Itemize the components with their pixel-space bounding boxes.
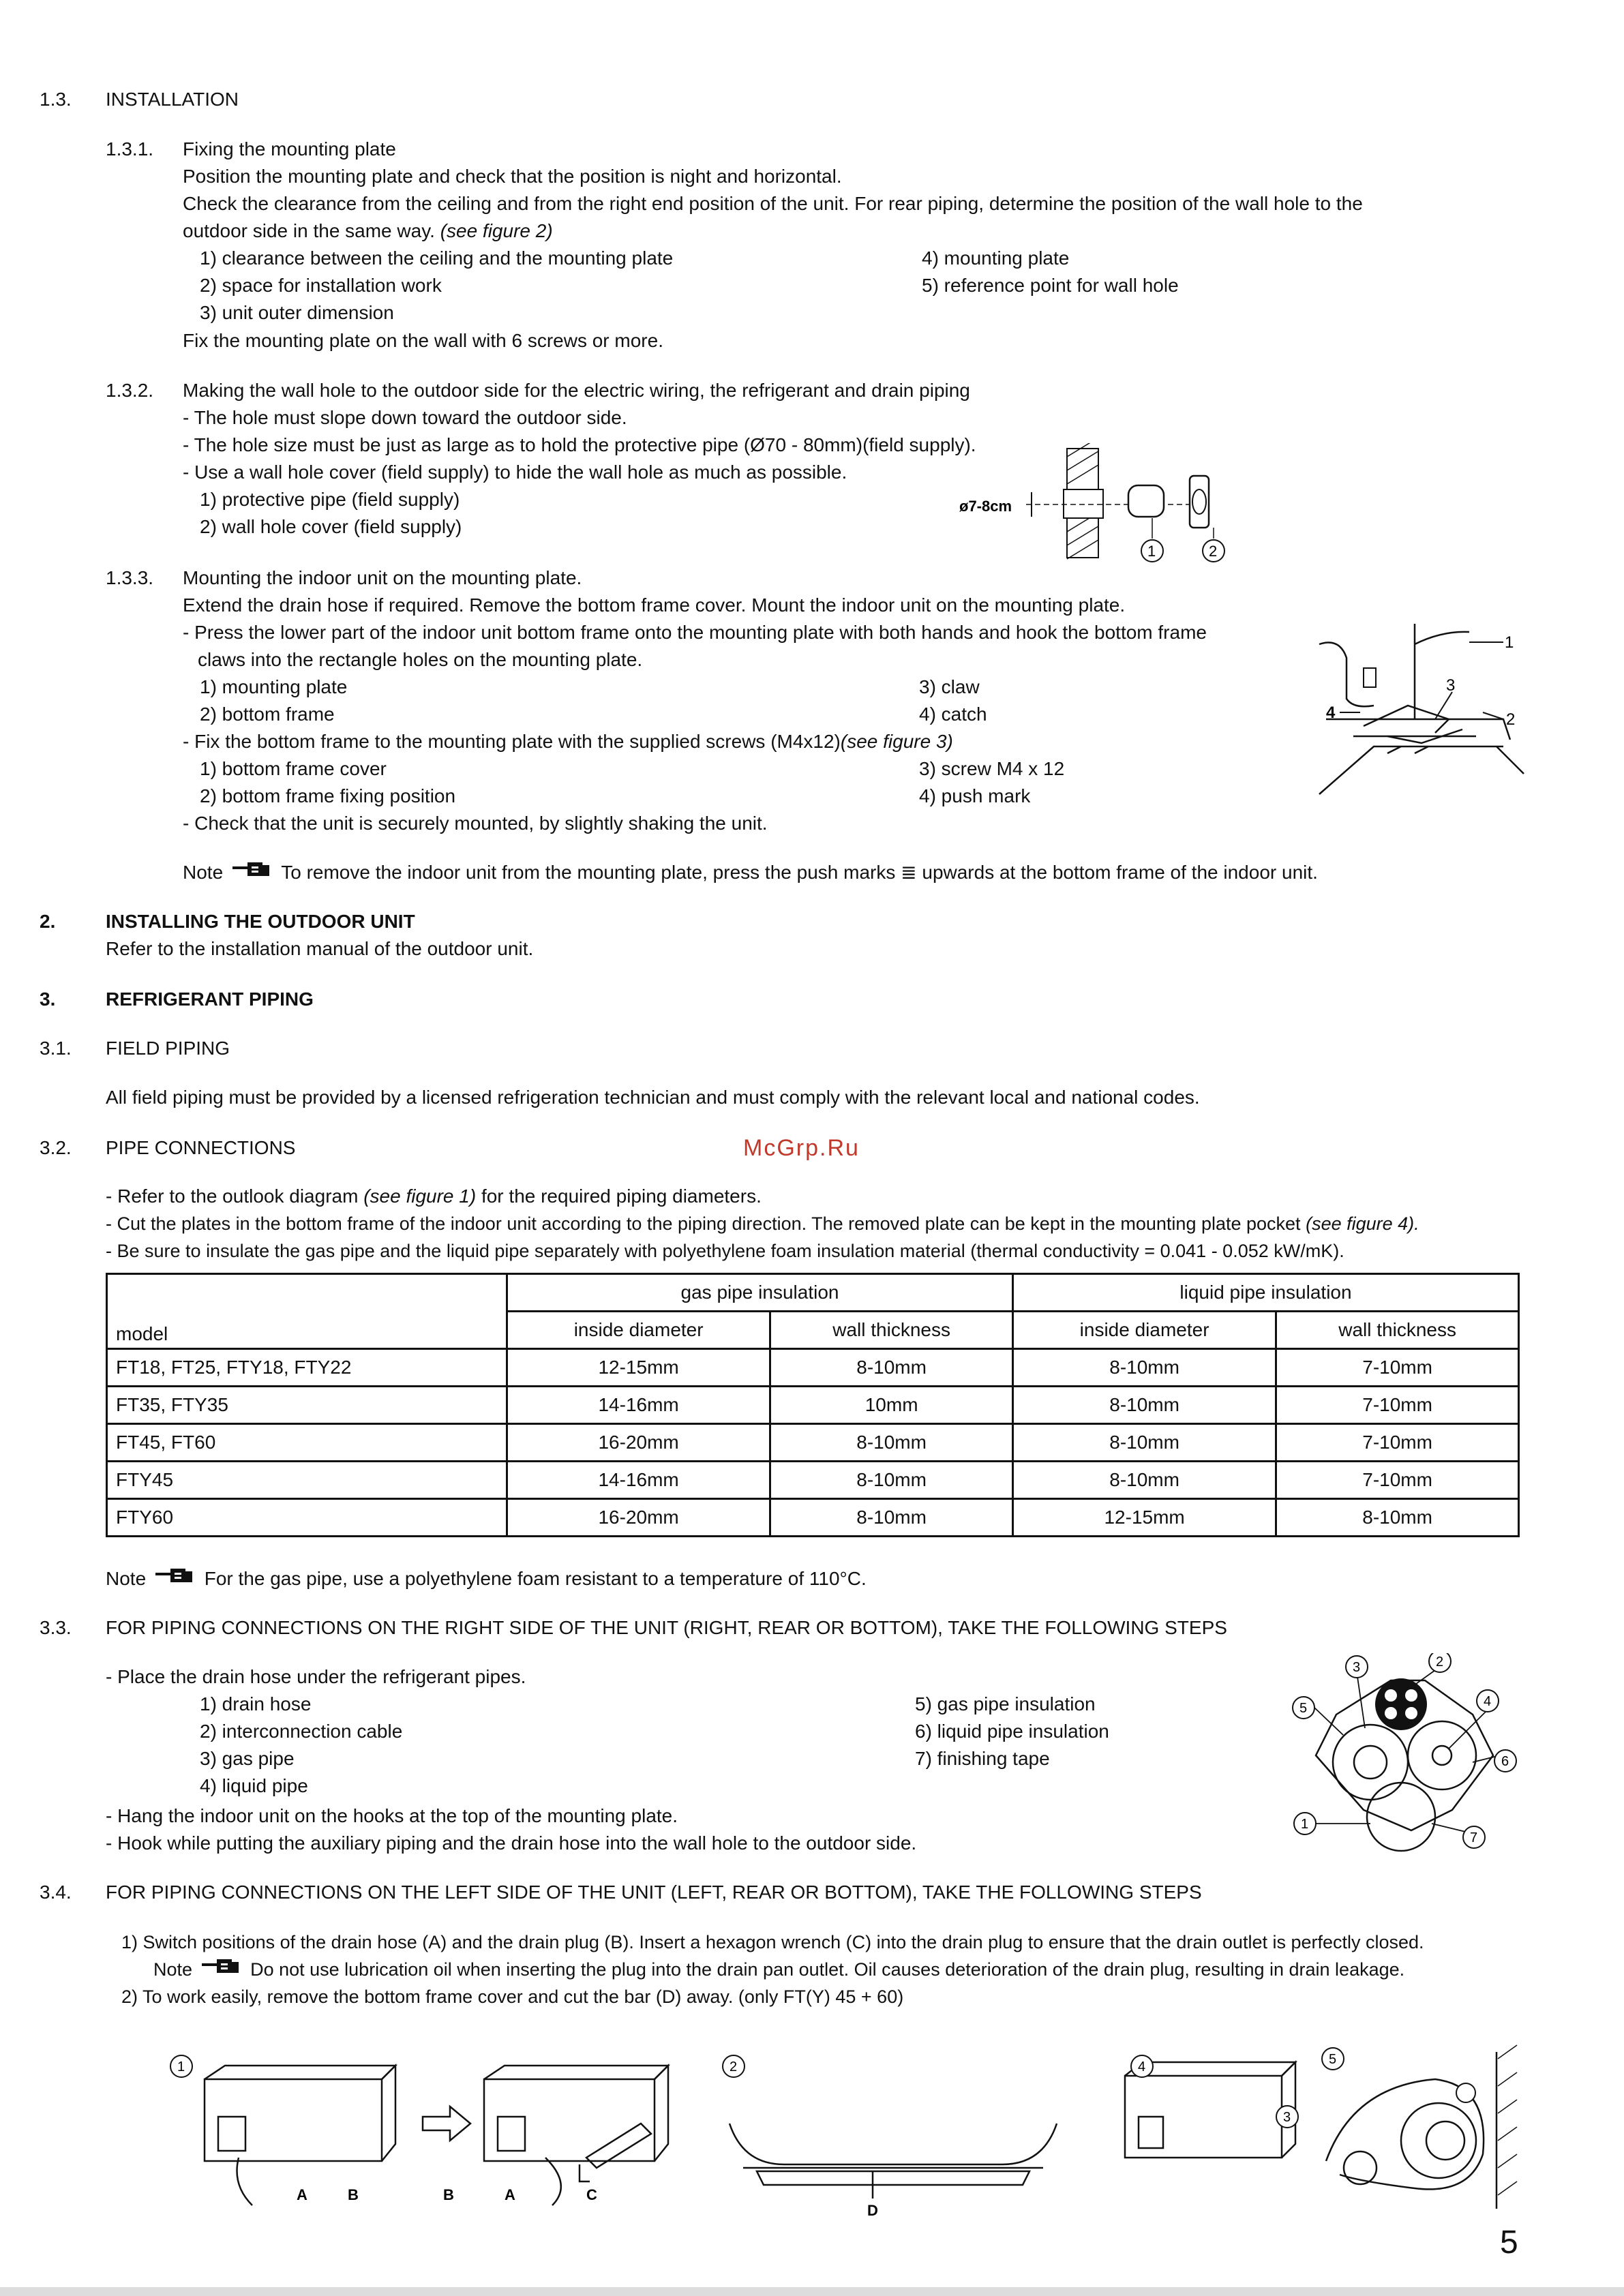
subsection-title: Fixing the mounting plate xyxy=(183,138,396,160)
callout-1: 1 xyxy=(177,2059,185,2074)
list-item: 1) drain hose xyxy=(200,1693,312,1715)
section-number: 3. xyxy=(40,988,56,1010)
bullet: - Check that the unit is securely mounted, by slightly shaking the unit. xyxy=(183,813,768,834)
callout-4: 4 xyxy=(1484,1694,1492,1709)
callout-1: 1 xyxy=(1147,543,1156,560)
paragraph: Fix the mounting plate on the wall with 6 screws or more. xyxy=(183,330,663,351)
bullet: - The hole must slope down toward the outdoor side. xyxy=(183,407,627,428)
section-number: 3.3. xyxy=(40,1617,72,1638)
list-item: 4) mounting plate xyxy=(922,247,1070,269)
note-text: Do not use lubrication oil when inserting the plug into the drain pan outlet. Oil causes deterioration of the drain plug, resulting in drain leakage. xyxy=(250,1959,1405,1980)
paragraph: Position the mounting plate and check that the position is night and horizontal. xyxy=(183,166,842,187)
paragraph: Extend the drain hose if required. Remove the bottom frame cover. Mount the indoor unit on the mounting plate. xyxy=(183,594,1126,616)
section-title: REFRIGERANT PIPING xyxy=(106,988,314,1010)
bullet: - Press the lower part of the indoor unit bottom frame onto the mounting plate with both hands and hook the bottom frame xyxy=(183,622,1207,643)
figure-reference: (see figure 2) xyxy=(440,220,553,241)
section-title: FOR PIPING CONNECTIONS ON THE RIGHT SIDE OF THE UNIT (RIGHT, REAR OR BOTTOM), TAKE THE FOLLOWING STEPS xyxy=(106,1617,1227,1638)
pointing-hand-icon xyxy=(232,860,272,888)
watermark: McGrp.Ru xyxy=(743,1135,860,1161)
pointing-hand-icon xyxy=(155,1566,195,1594)
subsection-title: Making the wall hole to the outdoor side for the electric wiring, the refrigerant and drain piping xyxy=(183,380,970,401)
list-item: 1) Switch positions of the drain hose (A) and the drain plug (B). Insert a hexagon wrench (C) into the drain plug to ensure that the drain outlet is perfectly closed. xyxy=(121,1932,1424,1952)
page-number: 5 xyxy=(1500,2224,1518,2261)
wall-hole-figure xyxy=(951,443,1251,566)
bullet: - Use a wall hole cover (field supply) to hide the wall hole as much as possible. xyxy=(183,462,847,483)
list-item: 2) bottom frame fixing position xyxy=(200,785,456,806)
label-D: D xyxy=(867,2202,878,2219)
pipe-insulation-table xyxy=(106,1273,1520,1537)
table-row: FT18, FT25, FTY18, FTY22 12-15mm 8-10mm 8-10mm 7-10mm xyxy=(107,1349,1519,1387)
callout-3: 3 xyxy=(1353,1660,1361,1675)
callout-6: 6 xyxy=(1501,1754,1509,1769)
list-item: 3) claw xyxy=(919,676,980,697)
hole-size-label: ø7-8cm xyxy=(959,498,1012,515)
subsection-number: 1.3.3. xyxy=(106,567,154,588)
label-B: B xyxy=(348,2186,359,2203)
paragraph: outdoor side in the same way. (see figure 2) xyxy=(183,220,553,241)
list-item: 2) To work easily, remove the bottom frame cover and cut the bar (D) away. (only FT(Y) 45 + 60) xyxy=(121,1987,904,2007)
list-item: 1) clearance between the ceiling and the mounting plate xyxy=(200,247,674,269)
section-number: 3.2. xyxy=(40,1137,72,1158)
column-header-wall: wall thickness xyxy=(1276,1312,1519,1349)
column-header-inside: inside diameter xyxy=(507,1312,770,1349)
section-title: INSTALLATION xyxy=(106,89,239,110)
bullet: - Hook while putting the auxiliary piping and the drain hose into the wall hole to the outdoor side. xyxy=(106,1832,917,1854)
callout-4: 4 xyxy=(1326,704,1336,722)
paragraph: Check the clearance from the ceiling and from the right end position of the unit. For rear piping, determine the position of the wall hole to the xyxy=(183,193,1363,214)
callout-3: 3 xyxy=(1446,676,1456,695)
list-item: 3) gas pipe xyxy=(200,1748,295,1769)
label-C: C xyxy=(586,2186,597,2203)
label-A: A xyxy=(297,2186,307,2203)
list-item: 1) mounting plate xyxy=(200,676,348,697)
list-item: 6) liquid pipe insulation xyxy=(915,1721,1109,1742)
table-row: FT35, FTY35 14-16mm 10mm 8-10mm 7-10mm xyxy=(107,1387,1519,1424)
list-item: 5) reference point for wall hole xyxy=(922,275,1179,296)
list-item: 2) wall hole cover (field supply) xyxy=(200,516,462,537)
section-title: INSTALLING THE OUTDOOR UNIT xyxy=(106,911,415,932)
callout-7: 7 xyxy=(1470,1830,1478,1845)
paragraph: Refer to the installation manual of the outdoor unit. xyxy=(106,938,534,959)
paragraph: All field piping must be provided by a licensed refrigeration technician and must comply with the relevant local and national codes. xyxy=(106,1087,1200,1108)
callout-3: 3 xyxy=(1283,2110,1291,2125)
bullet: - Be sure to insulate the gas pipe and the liquid pipe separately with polyethylene foam insulation material (thermal conductivity = 0.041 - 0.052 kW/mK). xyxy=(106,1241,1344,1261)
bottom-frame-figure xyxy=(1299,617,1531,815)
note xyxy=(106,1565,867,1594)
bullet: - Fix the bottom frame to the mounting plate with the supplied screws (M4x12)(see figure 3) xyxy=(183,731,953,752)
table-row: FTY60 16-20mm 8-10mm 12-15mm 8-10mm xyxy=(107,1499,1519,1537)
bullet: - Refer to the outlook diagram (see figure 1) for the required piping diameters. xyxy=(106,1185,762,1207)
column-group-gas: gas pipe insulation xyxy=(507,1274,1013,1312)
section-number: 3.4. xyxy=(40,1882,72,1903)
label-B: B xyxy=(443,2186,454,2203)
left-piping-figure xyxy=(1312,2038,1531,2222)
note-label: Note xyxy=(183,862,224,883)
callout-2: 2 xyxy=(730,2059,738,2074)
table-row: FTY45 14-16mm 8-10mm 8-10mm 7-10mm xyxy=(107,1462,1519,1499)
list-item: 4) catch xyxy=(919,704,987,725)
callout-1: 1 xyxy=(1505,633,1514,652)
list-item: 5) gas pipe insulation xyxy=(915,1693,1096,1715)
callout-2: 2 xyxy=(1209,543,1218,560)
note xyxy=(153,1956,1404,1984)
note-text: For the gas pipe, use a polyethylene foam resistant to a temperature of 110°C. xyxy=(204,1568,867,1589)
note-label: Note xyxy=(106,1568,147,1589)
callout-1: 1 xyxy=(1301,1817,1309,1832)
callout-5: 5 xyxy=(1299,1701,1308,1716)
list-item: 3) unit outer dimension xyxy=(200,302,394,323)
subsection-title: Mounting the indoor unit on the mounting plate. xyxy=(183,567,582,588)
section-number: 2. xyxy=(40,911,56,932)
callout-2: 2 xyxy=(1436,1655,1444,1670)
list-item: 2) space for installation work xyxy=(200,275,442,296)
section-title: PIPE CONNECTIONS xyxy=(106,1137,296,1158)
section-title: FIELD PIPING xyxy=(106,1038,230,1059)
list-item: 1) bottom frame cover xyxy=(200,758,387,779)
list-item: 4) liquid pipe xyxy=(200,1775,308,1796)
bottom-frame-bar-figure xyxy=(716,2049,1098,2226)
bullet: - Hang the indoor unit on the hooks at the top of the mounting plate. xyxy=(106,1805,678,1826)
bullet: - The hole size must be just as large as to hold the protective pipe (Ø70 - 80mm)(field supply). xyxy=(183,434,976,455)
note-text: To remove the indoor unit from the mounting plate, press the push marks ≣ upwards at the bottom frame of the indoor unit. xyxy=(281,862,1318,883)
subsection-number: 1.3.2. xyxy=(106,380,154,401)
scan-edge xyxy=(0,2287,1624,2296)
section-number: 1.3. xyxy=(40,89,72,110)
list-item: 2) interconnection cable xyxy=(200,1721,403,1742)
note-label: Note xyxy=(153,1959,193,1980)
figure-reference: (see figure 4). xyxy=(1306,1213,1419,1234)
bullet-cont: claws into the rectangle holes on the mounting plate. xyxy=(198,649,643,670)
pointing-hand-icon xyxy=(202,1957,241,1984)
list-item: 4) push mark xyxy=(919,785,1031,806)
column-group-liquid: liquid pipe insulation xyxy=(1012,1274,1518,1312)
list-item: 2) bottom frame xyxy=(200,704,335,725)
bullet: - Place the drain hose under the refrigerant pipes. xyxy=(106,1666,526,1687)
table-row: FT45, FT60 16-20mm 8-10mm 8-10mm 7-10mm xyxy=(107,1424,1519,1462)
note xyxy=(183,859,1318,888)
list-item: 7) finishing tape xyxy=(915,1748,1050,1769)
list-item: 3) screw M4 x 12 xyxy=(919,758,1065,779)
callout-5: 5 xyxy=(1329,2052,1337,2067)
section-title: FOR PIPING CONNECTIONS ON THE LEFT SIDE OF THE UNIT (LEFT, REAR OR BOTTOM), TAKE THE FOLLOWING STEPS xyxy=(106,1882,1202,1903)
label-A: A xyxy=(505,2186,515,2203)
plate-pocket-figure xyxy=(1111,2049,1309,2185)
column-header-inside: inside diameter xyxy=(1012,1312,1276,1349)
list-item: 1) protective pipe (field supply) xyxy=(200,489,460,510)
column-header-model: model xyxy=(107,1274,507,1349)
pipe-bundle-figure xyxy=(1289,1653,1527,1858)
figure-reference: (see figure 1) xyxy=(363,1185,477,1207)
figure-reference: (see figure 3) xyxy=(840,731,953,752)
bullet: - Cut the plates in the bottom frame of the indoor unit according to the piping direction. The removed plate can be kept in the mounting plate pocket (see figure 4). xyxy=(106,1213,1419,1234)
callout-4: 4 xyxy=(1138,2059,1146,2074)
section-number: 3.1. xyxy=(40,1038,72,1059)
column-header-wall: wall thickness xyxy=(770,1312,1013,1349)
subsection-number: 1.3.1. xyxy=(106,138,154,160)
drain-switch-figure xyxy=(164,2049,723,2226)
callout-2: 2 xyxy=(1506,710,1516,729)
